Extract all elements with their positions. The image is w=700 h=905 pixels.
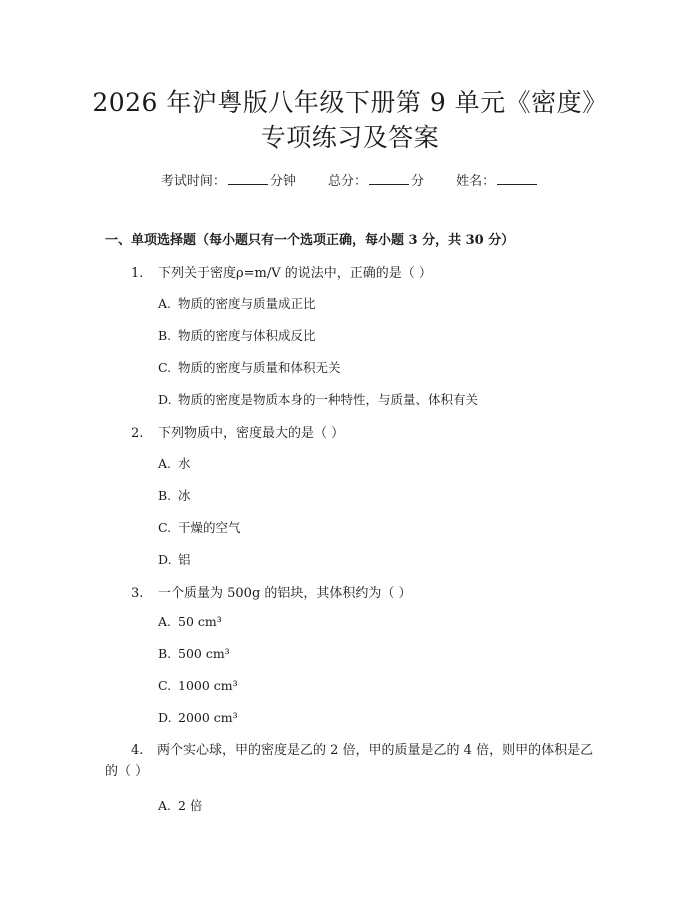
option-text: 物质的密度与质量成正比 xyxy=(178,296,316,311)
question-3-option-b xyxy=(158,646,230,661)
question-number: 3. xyxy=(131,586,144,601)
question-number: 2. xyxy=(131,426,144,441)
option-text: 物质的密度与质量和体积无关 xyxy=(178,360,341,375)
question-1-option-a xyxy=(158,294,316,312)
question-4 xyxy=(105,740,605,782)
option-letter: A. xyxy=(158,798,172,813)
question-1-option-b xyxy=(158,326,316,344)
exam-time-blank xyxy=(228,172,268,185)
exam-time-field xyxy=(161,170,296,189)
option-text: 铝 xyxy=(178,552,191,567)
question-4-option-a xyxy=(158,796,202,814)
question-2-option-c xyxy=(158,518,241,536)
question-2-option-b xyxy=(158,486,191,504)
option-text: 水 xyxy=(178,456,191,471)
question-3-option-d xyxy=(158,710,238,725)
option-text: 2000 cm³ xyxy=(178,710,238,725)
option-letter: C. xyxy=(158,678,172,693)
option-letter: A. xyxy=(158,296,172,311)
option-letter: A. xyxy=(158,614,172,629)
section-heading-single-choice: 一、单项选择题（每小题只有一个选项正确，每小题 3 分，共 30 分） xyxy=(105,233,515,248)
total-score-field xyxy=(328,170,424,189)
option-letter: B. xyxy=(158,328,172,343)
question-3-option-c xyxy=(158,678,238,693)
question-text: 两个实心球，甲的密度是乙的 2 倍，甲的质量是乙的 4 倍，则甲的体积是乙的（ ） xyxy=(105,743,594,779)
option-text: 冰 xyxy=(178,488,191,503)
option-letter: B. xyxy=(158,488,172,503)
document-title-line1: 2026 年沪粤版八年级下册第 9 单元《密度》 xyxy=(92,88,608,117)
option-letter: A. xyxy=(158,456,172,471)
option-text: 物质的密度与体积成反比 xyxy=(178,328,316,343)
option-text: 50 cm³ xyxy=(178,614,222,629)
option-text: 干燥的空气 xyxy=(178,520,241,535)
question-2-option-a xyxy=(158,454,191,472)
option-text: 1000 cm³ xyxy=(178,678,238,693)
option-text: 物质的密度是物质本身的一种特性，与质量、体积有关 xyxy=(178,392,479,407)
total-score-label: 总分： xyxy=(327,174,367,189)
total-score-unit: 分 xyxy=(411,174,425,189)
question-3-option-a xyxy=(158,614,222,629)
document-title-line2: 专项练习及答案 xyxy=(260,123,440,152)
option-text: 2 倍 xyxy=(178,798,203,813)
student-name-label: 姓名： xyxy=(456,174,496,189)
option-text: 500 cm³ xyxy=(178,646,230,661)
option-letter: C. xyxy=(158,360,172,375)
question-number: 4. xyxy=(131,743,144,758)
question-text: 下列物质中，密度最大的是（ ） xyxy=(158,426,345,441)
question-1-option-d xyxy=(158,390,478,408)
exam-time-label: 考试时间： xyxy=(160,174,226,189)
question-1-option-c xyxy=(158,358,341,376)
total-score-blank xyxy=(369,172,409,185)
question-1 xyxy=(131,262,432,281)
option-letter: D. xyxy=(158,552,172,567)
question-text: 一个质量为 500g 的铝块，其体积约为（ ） xyxy=(158,586,412,601)
question-2-option-d xyxy=(158,550,191,568)
option-letter: D. xyxy=(158,710,172,725)
student-name-blank xyxy=(497,172,537,185)
question-number: 1. xyxy=(131,266,144,281)
question-text: 下列关于密度ρ=m/V 的说法中，正确的是（ ） xyxy=(158,266,432,281)
option-letter: B. xyxy=(158,646,172,661)
student-name-field xyxy=(456,170,539,189)
exam-time-unit: 分钟 xyxy=(269,174,296,189)
option-letter: C. xyxy=(158,520,172,535)
question-2 xyxy=(131,422,344,441)
option-letter: D. xyxy=(158,392,172,407)
exam-info-line xyxy=(0,170,700,189)
question-3 xyxy=(131,582,412,601)
